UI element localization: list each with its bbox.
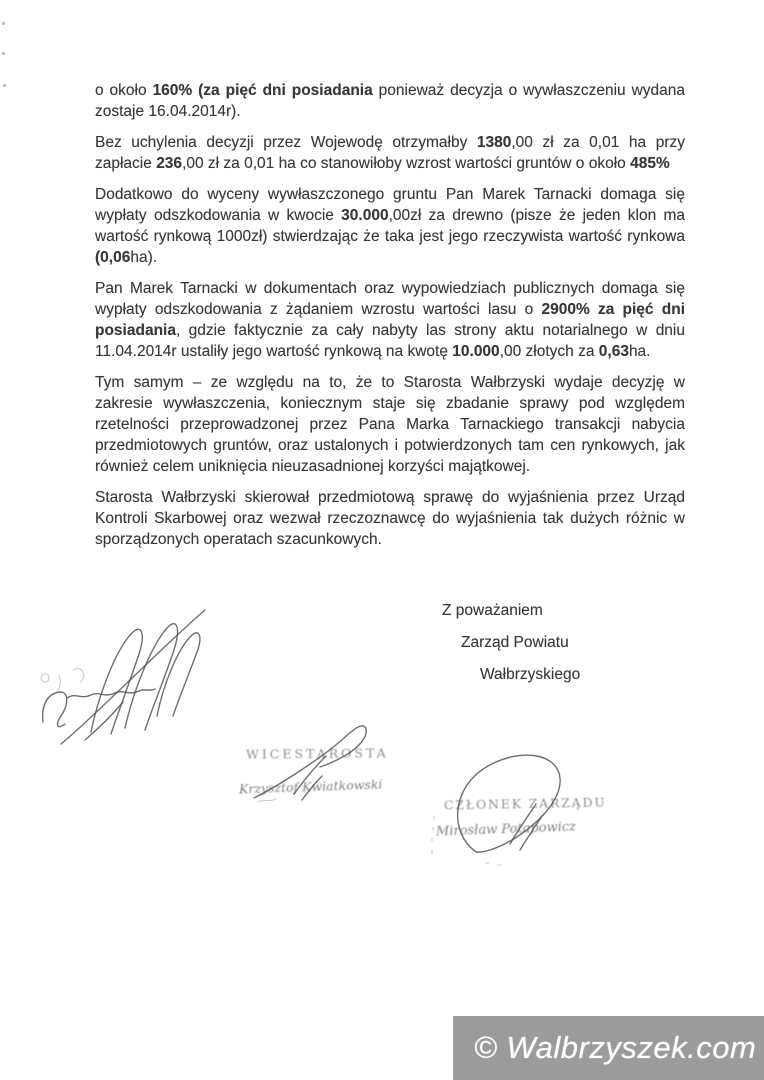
paragraph	[95, 487, 685, 550]
text-line: Pan Marek Tarnacki w dokumentach oraz wypowiedziach publicznych domaga się	[95, 280, 685, 297]
wicestarosta-name: Krzysztof Kwiatkowski	[238, 776, 383, 797]
paragraph	[95, 372, 685, 477]
text-line: zapłacie 236,00 zł za 0,01 ha co stanowiłoby wzrost wartości gruntów o około 485%	[95, 155, 670, 172]
signature-scribble-wicestarosta	[238, 706, 398, 811]
text-line: Dodatkowo do wyceny wywłaszczonego gruntu Pan Marek Tarnacki domaga się	[95, 186, 685, 203]
text-line: również celem uniknięcia nieuzasadnionej korzyści majątkowej.	[95, 458, 531, 475]
text-line: przedmiotowych gruntów, oraz ustalonych i potwierdzonych tam cen rynkowych, jak	[95, 437, 685, 454]
scan-speck	[2, 22, 5, 25]
text-line: wartość rynkową 1000zł) stwierdzając że taka jest jego rzeczywista wartość rynkowa	[95, 228, 685, 245]
text-line: o około 160% (za pięć dni posiadania ponieważ decyzja o wywłaszczeniu wydana	[95, 82, 685, 99]
closing-block	[442, 600, 580, 696]
text-line: Kontroli Skarbowej oraz wezwał rzeczoznawcę do wyjaśnienia tak dużych różnic w	[95, 510, 685, 527]
text-line: Bez uchylenia decyzji przez Wojewodę otrzymałby 1380,00 zł za 0,01 ha przy	[95, 134, 685, 151]
closing-line: Wałbrzyskiego	[480, 666, 581, 683]
wicestarosta-stamp-title: WICESTAROSTA	[245, 745, 389, 762]
text-line: rzetelności przeprowadzonej przez Pana Marka Tarnackiego transakcji nabycia	[95, 416, 685, 433]
paragraph	[95, 80, 685, 122]
scan-speck	[2, 52, 5, 55]
signature-scribble-czlonek	[426, 748, 591, 868]
watermark	[453, 1016, 764, 1080]
text-line: zakresie wywłaszczenia, koniecznym staje się zbadanie sprawy pod względem	[95, 395, 685, 412]
closing-line: Zarząd Powiatu	[461, 634, 569, 651]
closing-line: Z poważaniem	[442, 602, 543, 619]
scan-speck	[3, 84, 6, 87]
text-line: wypłaty odszkodowania z żądaniem wzrostu wartości lasu o 2900% za pięć dni	[95, 301, 686, 318]
czlonek-zarzadu-stamp-title: CZŁONEK ZARZĄDU	[443, 794, 607, 813]
paragraph	[95, 132, 685, 174]
document-body	[95, 80, 685, 560]
paragraph	[95, 278, 685, 362]
text-line: Tym samym – ze względu na to, że to Starosta Wałbrzyski wydaje decyzję w	[95, 374, 685, 391]
text-line: (0,06ha).	[95, 249, 158, 266]
paragraph	[95, 184, 685, 268]
watermark-text: © Walbrzyszek.com	[474, 1030, 757, 1065]
text-line: 11.04.2014r ustaliły jego wartość rynkową na kwotę 10.000,00 złotych za 0,63ha.	[95, 343, 651, 360]
text-line: wypłaty odszkodowania w kwocie 30.000,00zł za drewno (pisze że jeden klon ma	[95, 207, 685, 224]
text-line: zostaje 16.04.2014r).	[95, 103, 241, 120]
signature-scribble-starosta	[33, 606, 228, 746]
text-line: sporządzonych operatach szacunkowych.	[95, 531, 382, 548]
text-line: posiadania, gdzie faktycznie za cały nabyty las strony aktu notarialnego w dniu	[95, 322, 685, 339]
czlonek-zarzadu-name: Mirosław Potapowicz	[435, 819, 577, 840]
text-line: Starosta Wałbrzyski skierował przedmiotową sprawę do wyjaśnienia przez Urząd	[95, 489, 685, 506]
